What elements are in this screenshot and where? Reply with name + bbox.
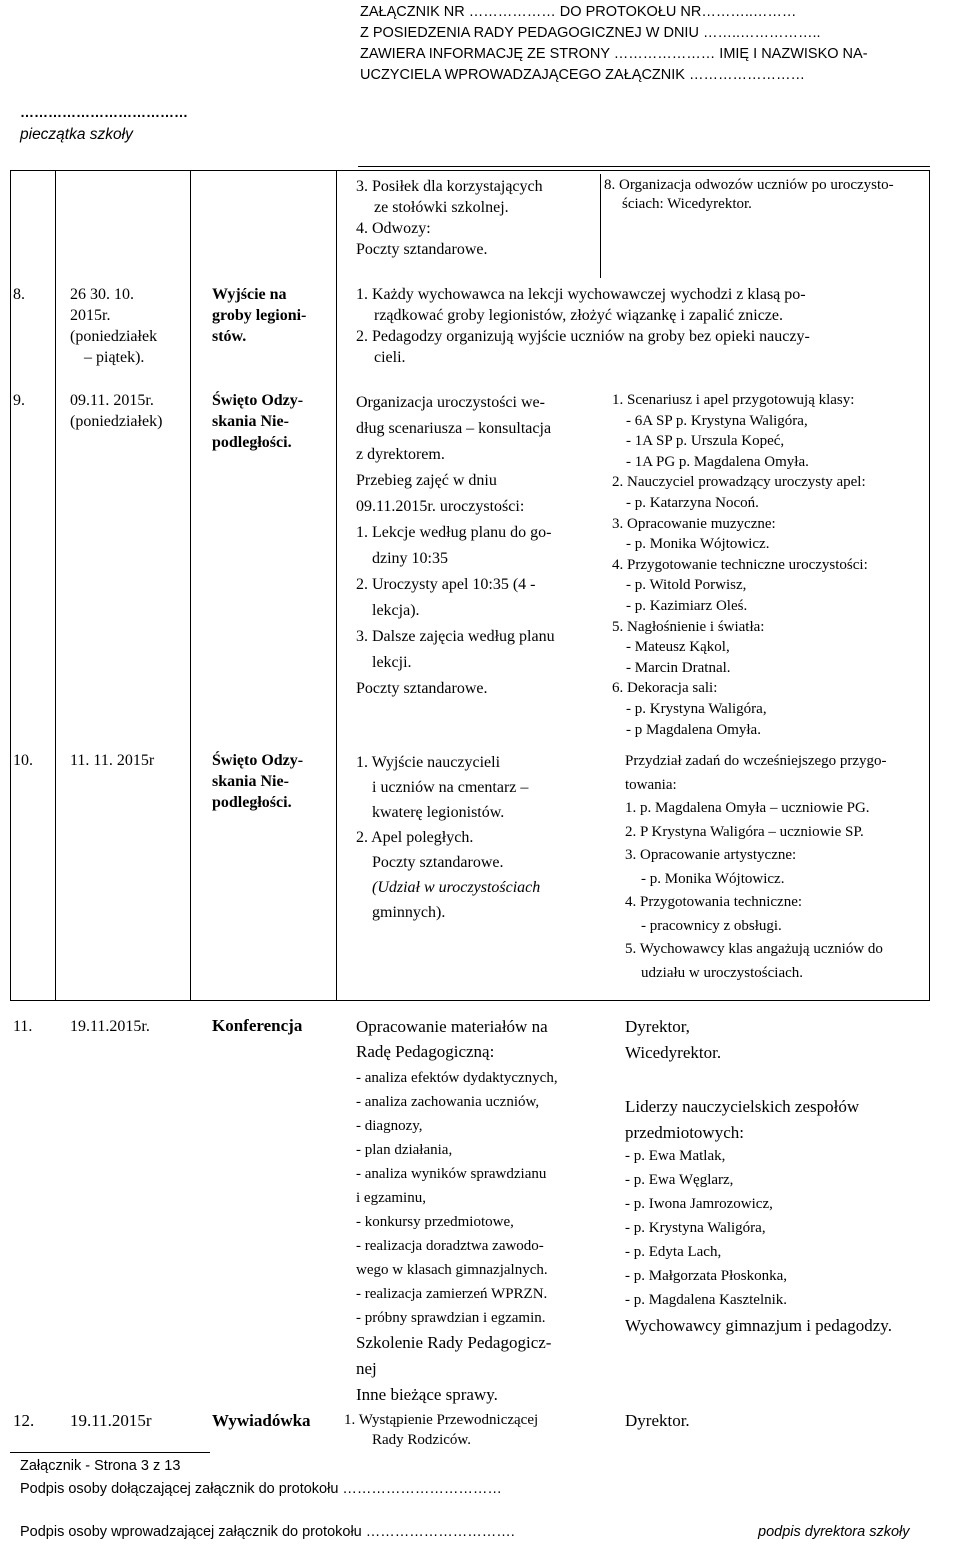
row-topic	[212, 284, 306, 347]
list-item: - analiza zachowania uczniów,	[356, 1094, 540, 1110]
row-tasks	[356, 284, 810, 368]
list-item: - p. Ewa Matlak,	[625, 1148, 726, 1164]
cell-line: 26 30. 10.	[70, 286, 134, 303]
header-line: ZAWIERA INFORMACJĘ ZE STRONY ………………… IMIĘ I NAZWISKO NA-	[360, 46, 868, 62]
cell-line: 1. Wyjście nauczycieli	[356, 754, 501, 771]
row-date: 11. 11. 2015r	[70, 752, 155, 769]
cell-line: Święto Odzy-	[212, 752, 304, 769]
cell-line: cieli.	[374, 349, 406, 366]
stamp-label: pieczątka szkoły	[20, 126, 133, 143]
list-item: wego w klasach gimnazjalnych.	[356, 1262, 548, 1278]
cell-line: Święto Odzy-	[212, 392, 304, 409]
cell-line: 4. Przygotowanie techniczne uroczystości:	[612, 556, 868, 573]
cell-line: ściach: Wicedyrektor.	[622, 196, 752, 212]
list-item: - próbny sprawdzian i egzamin.	[356, 1310, 546, 1326]
footer-rule	[10, 1452, 210, 1453]
row-responsible-tail: Wychowawcy gimnazjum i pedagodzy.	[625, 1316, 892, 1335]
row-topic: Konferencja	[212, 1016, 303, 1035]
cell-line: - 6A SP p. Krystyna Waligóra,	[626, 412, 808, 429]
row-plan	[356, 390, 555, 702]
page-indicator: Załącznik - Strona 3 z 13	[20, 1458, 181, 1474]
cell-line: Przydział zadań do wcześniejszego przygo-	[625, 753, 887, 769]
cell-line: skania Nie-	[212, 773, 289, 790]
cell-line: 3. Opracowanie muzyczne:	[612, 515, 776, 532]
stamp-dots: ………………………………	[20, 104, 188, 120]
row-number: 8.	[13, 286, 25, 303]
cell-line: Wicedyrektor.	[625, 1043, 722, 1062]
cell-line: - Mateusz Kąkol,	[626, 639, 730, 656]
cell-line: ze stołówki szkolnej.	[374, 199, 509, 216]
row-responsible	[625, 750, 887, 985]
list-item: - analiza wyników sprawdzianu	[356, 1166, 547, 1182]
list-item: - p. Małgorzata Płoskonka,	[625, 1268, 788, 1284]
cell-line: Organizacja uroczystości we-	[356, 394, 545, 411]
cell-line: 2. P Krystyna Waligóra – uczniowie SP.	[625, 823, 864, 840]
cell-line: Przebieg zajęć w dniu	[356, 472, 497, 489]
cell-line: Poczty sztandarowe.	[372, 854, 504, 871]
cell-line: lekcji.	[372, 654, 412, 671]
table-right-border	[929, 170, 930, 1001]
cell-line: lekcja).	[372, 602, 420, 619]
signature-introducing: Podpis osoby wprowadzającej załącznik do protokołu ………………………….	[20, 1524, 515, 1540]
cell-line: Opracowanie materiałów na	[356, 1017, 548, 1036]
cell-plan-continued	[356, 176, 543, 260]
cell-line: 4. Odwozy:	[356, 220, 431, 237]
row-plan-heading	[356, 1014, 548, 1064]
list-item: - p. Krystyna Waligóra,	[625, 1220, 766, 1236]
cell-line: (Udział w uroczystościach	[372, 879, 541, 896]
list-item: - analiza efektów dydaktycznych,	[356, 1070, 558, 1086]
cell-line: Poczty sztandarowe.	[356, 241, 488, 258]
cell-line: 2. Nauczyciel prowadzący uroczysty apel:	[612, 474, 866, 491]
cell-line: (poniedziałek	[70, 328, 158, 345]
cell-line: - p. Monika Wójtowicz.	[641, 870, 785, 887]
row-responsible-group	[625, 1094, 859, 1146]
cell-line: 5. Nagłośnienie i światła:	[612, 618, 765, 635]
cell-line: przedmiotowych:	[625, 1123, 744, 1142]
cell-line: 5. Wychowawcy klas angażują uczniów do	[625, 941, 883, 957]
header-line: UCZYCIELA WPROWADZAJĄCEGO ZAŁĄCZNIK ……………………	[360, 67, 805, 83]
cell-line: 2. Pedagodzy organizują wyjście uczniów na groby bez opieki nauczy-	[356, 328, 810, 345]
cell-line: podległości.	[212, 794, 292, 811]
cell-line: - p. Katarzyna Nocoń.	[626, 494, 759, 511]
cell-line: Poczty sztandarowe.	[356, 680, 488, 697]
cell-line: 1. Scenariusz i apel przygotowują klasy:	[612, 392, 855, 408]
list-item: - realizacja doradztwa zawodo-	[356, 1238, 544, 1254]
cell-line: i uczniów na cmentarz –	[372, 779, 529, 796]
cell-line: 1. Wystąpienie Przewodniczącej	[344, 1412, 539, 1428]
signature-attaching: Podpis osoby dołączającej załącznik do protokołu ……………………………	[20, 1481, 502, 1497]
cell-line: towania:	[625, 776, 677, 793]
cell-line: Wyjście na	[212, 286, 287, 303]
row-date	[70, 284, 157, 368]
cell-line: - p. Krystyna Waligóra,	[626, 700, 767, 717]
cell-line: 09.11. 2015r.	[70, 392, 154, 409]
col-divider	[600, 174, 601, 278]
col-divider	[190, 170, 191, 1001]
header-line: Z POSIEDZENIA RADY PEDAGOGICZNEJ W DNIU ……..……………..	[360, 25, 821, 41]
row-plan-tail	[356, 1330, 551, 1408]
cell-line: 1. p. Magdalena Omyła – uczniowie PG.	[625, 800, 870, 816]
cell-line: 2. Uroczysty apel 10:35 (4 -	[356, 576, 536, 593]
list-item: - p. Edyta Lach,	[625, 1244, 722, 1260]
cell-line: Rady Rodziców.	[372, 1432, 472, 1448]
cell-line: - 1A PG p. Magdalena Omyła.	[626, 453, 809, 470]
list-item: - plan działania,	[356, 1142, 453, 1158]
row-responsible-items	[625, 1144, 787, 1312]
cell-line: 4. Przygotowania techniczne:	[625, 894, 803, 910]
cell-line: - Marcin Dratnal.	[626, 659, 731, 676]
table-left-border	[10, 170, 11, 1001]
cell-line: nej	[356, 1359, 377, 1378]
cell-line: dziny 10:35	[372, 550, 448, 567]
cell-line: - pracownicy z obsługi.	[641, 917, 782, 934]
col-divider	[55, 170, 56, 1001]
cell-line: skania Nie-	[212, 413, 289, 430]
cell-line: Radę Pedagogiczną:	[356, 1042, 495, 1061]
list-item: - p. Magdalena Kasztelnik.	[625, 1292, 788, 1308]
table-top-border	[10, 170, 930, 171]
cell-line: (poniedziałek)	[70, 413, 163, 430]
header-line: ZAŁĄCZNIK NR ……………… DO PROTOKOŁU NR………..………	[360, 4, 797, 20]
cell-resp-continued	[604, 176, 894, 214]
header-rule	[358, 166, 930, 167]
cell-line: Szkolenie Rady Pedagogicz-	[356, 1333, 552, 1352]
row-divider	[10, 1000, 930, 1001]
cell-line: - p Magdalena Omyła.	[626, 721, 761, 738]
cell-line: 09.11.2015r. uroczystości:	[356, 498, 525, 515]
list-item: - diagnozy,	[356, 1118, 423, 1134]
row-number: 9.	[13, 392, 25, 409]
cell-line: - p. Monika Wójtowicz.	[626, 536, 770, 553]
row-plan	[356, 750, 540, 925]
cell-line: 2015r.	[70, 307, 111, 324]
cell-line: 3. Posiłek dla korzystających	[356, 178, 543, 195]
cell-line: 8. Organizacja odwozów uczniów po uroczysto-	[604, 177, 894, 193]
cell-line: dług scenariusza – konsultacja	[356, 420, 552, 437]
signature-director: podpis dyrektora szkoły	[758, 1524, 910, 1540]
list-item: i egzaminu,	[356, 1190, 426, 1206]
cell-line: udziału w uroczystościach.	[641, 964, 804, 981]
cell-line: Liderzy nauczycielskich zespołów	[625, 1097, 860, 1116]
row-plan	[344, 1410, 538, 1450]
cell-line: 3. Dalsze zajęcia według planu	[356, 628, 555, 645]
cell-line: – piątek).	[84, 349, 145, 366]
row-topic: Wywiadówka	[212, 1411, 311, 1430]
list-item: - realizacja zamierzeń WPRZN.	[356, 1286, 548, 1302]
row-number: 12.	[13, 1411, 35, 1430]
cell-line: Dyrektor,	[625, 1017, 690, 1036]
col-divider	[336, 170, 337, 1001]
row-date	[70, 390, 162, 432]
cell-line: - p. Witold Porwisz,	[626, 577, 747, 594]
cell-line: Inne bieżące sprawy.	[356, 1385, 498, 1404]
cell-line: 2. Apel poległych.	[356, 829, 474, 846]
row-number: 10.	[13, 752, 33, 769]
cell-line: gminnych).	[372, 904, 446, 921]
row-number: 11.	[13, 1018, 33, 1035]
row-topic	[212, 750, 303, 813]
cell-line: stów.	[212, 328, 247, 345]
cell-line: podległości.	[212, 434, 292, 451]
cell-line: - p. Kazimiarz Oleś.	[626, 597, 748, 614]
cell-line: z dyrektorem.	[356, 446, 445, 463]
list-item: - p. Ewa Węglarz,	[625, 1172, 734, 1188]
cell-line: - 1A SP p. Urszula Kopeć,	[626, 433, 785, 450]
row-plan-items	[356, 1066, 558, 1330]
row-date: 19.11.2015r.	[70, 1018, 150, 1035]
list-item: - p. Iwona Jamrozowicz,	[625, 1196, 773, 1212]
attachment-header	[360, 2, 868, 86]
row-responsible: Dyrektor.	[625, 1411, 690, 1430]
row-date: 19.11.2015r	[70, 1411, 152, 1430]
row-topic	[212, 390, 303, 453]
cell-line: rządkować groby legionistów, złożyć wiązankę i zapalić znicze.	[374, 307, 783, 324]
cell-line: 3. Opracowanie artystyczne:	[625, 847, 797, 863]
row-responsible-heading	[625, 1014, 721, 1066]
cell-line: 6. Dekoracja sali:	[612, 680, 718, 697]
row-responsible	[612, 390, 868, 740]
cell-line: 1. Lekcje według planu do go-	[356, 524, 552, 541]
cell-line: 1. Każdy wychowawca na lekcji wychowawczej wychodzi z klasą po-	[356, 286, 806, 303]
cell-line: kwaterę legionistów.	[372, 804, 505, 821]
cell-line: groby legioni-	[212, 307, 307, 324]
list-item: - konkursy przedmiotowe,	[356, 1214, 514, 1230]
